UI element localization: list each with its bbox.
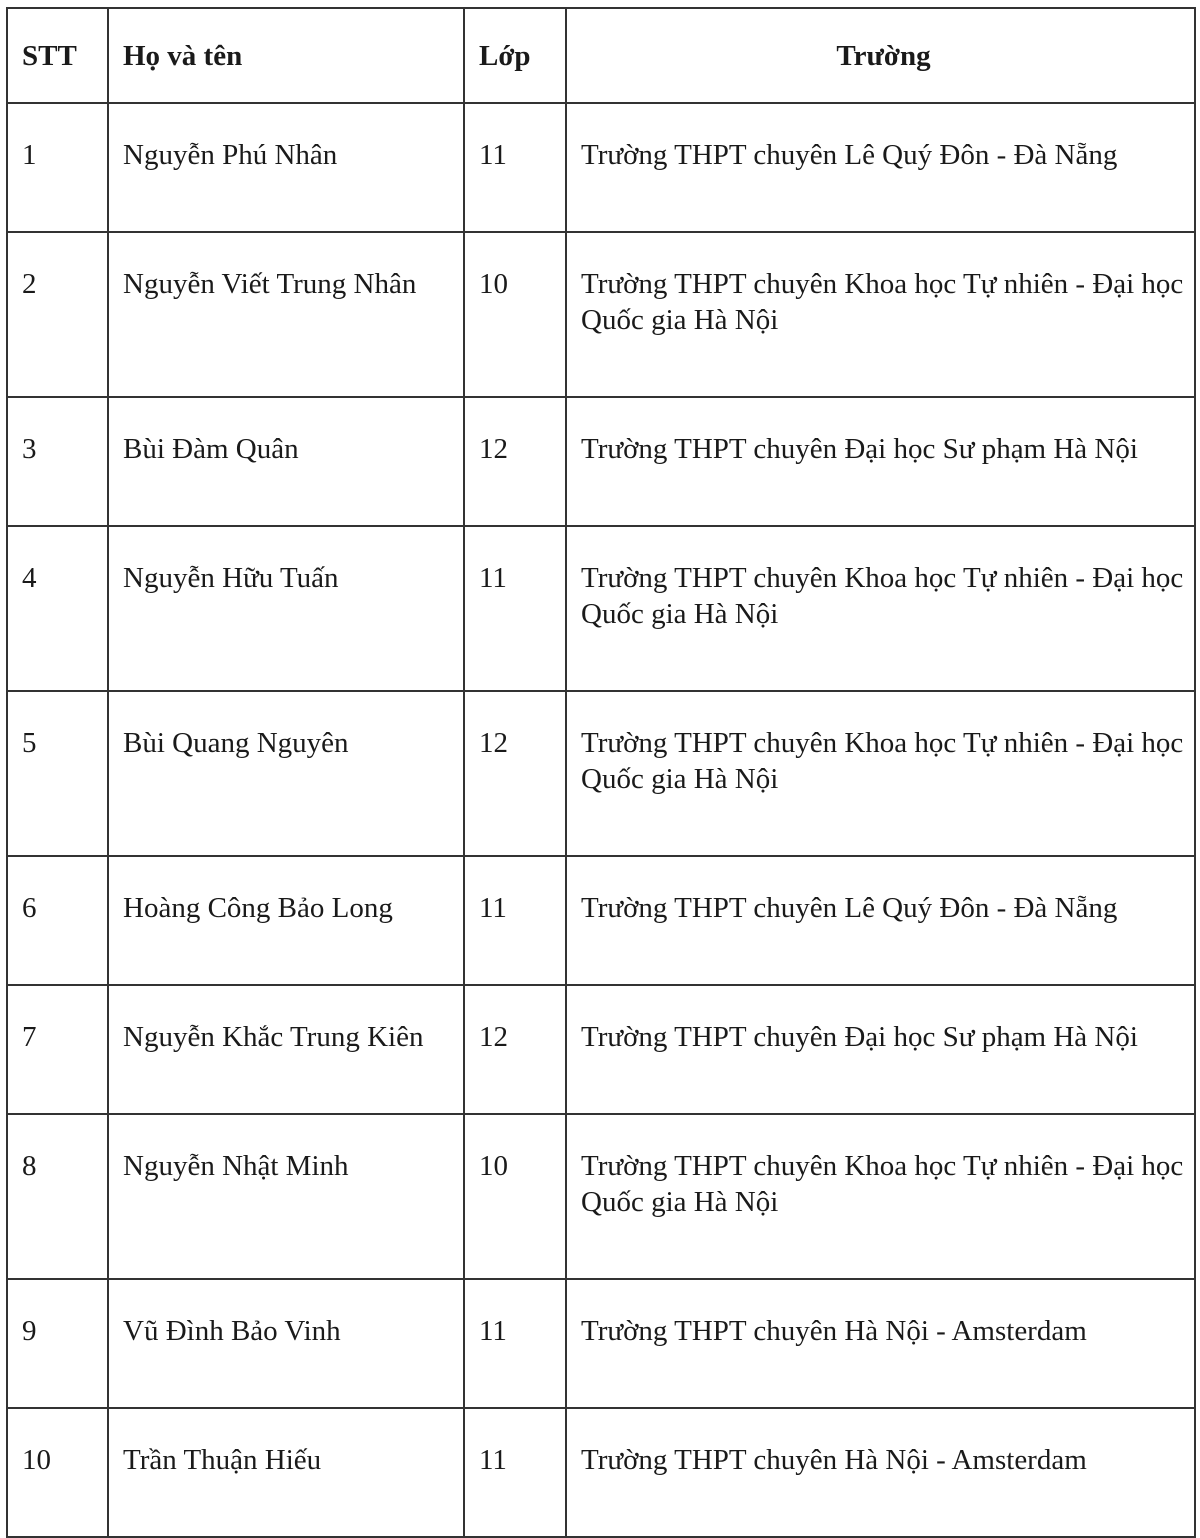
cell-class: 12 [464,397,566,526]
cell-school: Trường THPT chuyên Khoa học Tự nhiên - Đại học Quốc gia Hà Nội [566,691,1195,856]
cell-name: Nguyễn Hữu Tuấn [108,526,464,691]
cell-name: Nguyễn Khắc Trung Kiên [108,985,464,1114]
cell-name: Nguyễn Viết Trung Nhân [108,232,464,397]
cell-stt: 6 [7,856,108,985]
cell-stt: 1 [7,103,108,232]
table-row [7,397,1195,526]
cell-name: Hoàng Công Bảo Long [108,856,464,985]
cell-class: 10 [464,1114,566,1279]
cell-school: Trường THPT chuyên Khoa học Tự nhiên - Đại học Quốc gia Hà Nội [566,232,1195,397]
table-row [7,526,1195,691]
header-class: Lớp [464,8,566,103]
cell-name: Bùi Quang Nguyên [108,691,464,856]
cell-stt: 8 [7,1114,108,1279]
cell-school: Trường THPT chuyên Đại học Sư phạm Hà Nội [566,985,1195,1114]
table-body [7,103,1195,1537]
cell-class: 12 [464,985,566,1114]
header-stt: STT [7,8,108,103]
cell-school: Trường THPT chuyên Hà Nội - Amsterdam [566,1408,1195,1537]
table-row [7,1279,1195,1408]
cell-school: Trường THPT chuyên Đại học Sư phạm Hà Nội [566,397,1195,526]
table-row [7,232,1195,397]
cell-class: 11 [464,103,566,232]
cell-school: Trường THPT chuyên Khoa học Tự nhiên - Đại học Quốc gia Hà Nội [566,1114,1195,1279]
table-row [7,985,1195,1114]
cell-stt: 4 [7,526,108,691]
cell-name: Bùi Đàm Quân [108,397,464,526]
cell-name: Trần Thuận Hiếu [108,1408,464,1537]
cell-stt: 5 [7,691,108,856]
header-school: Trường [566,8,1195,103]
cell-name: Nguyễn Nhật Minh [108,1114,464,1279]
cell-class: 10 [464,232,566,397]
cell-school: Trường THPT chuyên Lê Quý Đôn - Đà Nẵng [566,103,1195,232]
cell-stt: 7 [7,985,108,1114]
table-row [7,856,1195,985]
table-row [7,691,1195,856]
cell-stt: 2 [7,232,108,397]
cell-name: Nguyễn Phú Nhân [108,103,464,232]
cell-class: 11 [464,526,566,691]
header-row [7,8,1195,103]
results-table [6,7,1196,1538]
header-name: Họ và tên [108,8,464,103]
cell-school: Trường THPT chuyên Hà Nội - Amsterdam [566,1279,1195,1408]
table-header [7,8,1195,103]
cell-class: 11 [464,1279,566,1408]
cell-school: Trường THPT chuyên Khoa học Tự nhiên - Đại học Quốc gia Hà Nội [566,526,1195,691]
table-row [7,103,1195,232]
cell-class: 11 [464,856,566,985]
cell-school: Trường THPT chuyên Lê Quý Đôn - Đà Nẵng [566,856,1195,985]
cell-stt: 3 [7,397,108,526]
cell-stt: 9 [7,1279,108,1408]
cell-name: Vũ Đình Bảo Vinh [108,1279,464,1408]
table-row [7,1408,1195,1537]
cell-class: 11 [464,1408,566,1537]
cell-class: 12 [464,691,566,856]
table-row [7,1114,1195,1279]
cell-stt: 10 [7,1408,108,1537]
